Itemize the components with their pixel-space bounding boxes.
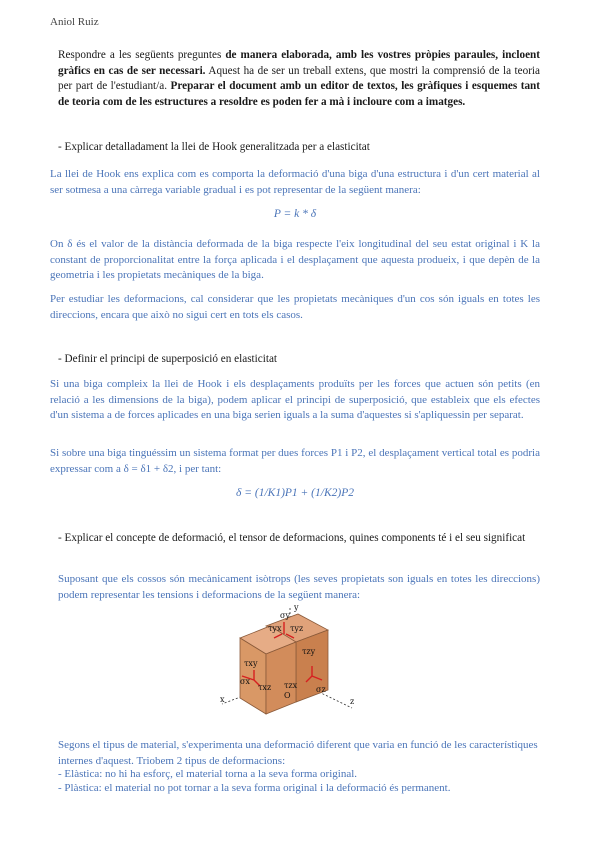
label-tau-zy: τzy [302,647,316,656]
intro-text-1: Respondre a les següents preguntes [58,49,226,61]
label-tau-xy: τxy [244,659,258,668]
answer-1-para-2: On δ és el valor de la distància deformada de la biga respecte l'eix longitudinal del seu estat original i K la constant de proporcionalitat entre la força aplicada i el desplaçament que aquesta produeix, i que depèn de la geometria i les propietats mecàniques de la biga. [50,238,540,281]
label-sigma-x: σx [240,677,250,686]
formula-superposition: δ = (1/K1)P1 + (1/K2)P2 [236,487,354,499]
answer-1-para-1: La llei de Hook ens explica com es comporta la deformació d'una biga d'una estructura i d'un cert material al ser sotmesa a una càrrega variable gradual i es pot representar de la següent manera: [50,168,540,196]
formula-hooke: P = k * δ [273,208,317,220]
cube-front-face [266,642,296,714]
deformation-type-elastic: - Elàstica: no hi ha esforç, el material torna a la seva forma original. [58,768,358,780]
label-origin: O [284,691,291,700]
label-axis-y: y [294,604,299,612]
answer-3-para-2: Segons el tipus de material, s'experimenta una deformació diferent que varia en funció de les característiques internes d'aquest. Triobem 2 tipus de deformacions: [58,739,538,767]
intro-bold-2: Preparar el document amb un editor de textos, les gràfiques i esquemes tant de teoria com de les estructures a resoldre es poden fer a mà i incloure com a imatges. [58,80,540,108]
intro-text-2: Aquest ha de ser un treball extens, que mostri la comprensió de la teoria per part de l'estudiant/a. [58,64,541,92]
intro-bold-1: de manera elaborada, amb les vostres pròpies paraules, incloent gràfics en cas de ser necessari. [58,49,541,77]
answer-2-para-1: Si una biga compleix la llei de Hook i els desplaçaments produïts per les forces que actuen són petits (en relació a les dimensions de la biga), podem aplicar el principi de superposició, que estableix que els efectes d'un sistema a de forces aplicades en una biga serien iguals a la suma d'aquestes si s'apliquessin per separat. [50,378,540,421]
label-tau-zx: τzx [284,681,298,690]
label-axis-x: x [220,695,225,704]
label-sigma-z: σz [316,685,326,694]
label-tau-xz: τxz [258,683,272,692]
label-tau-yz: τyz [290,624,304,633]
deformation-type-plastic: - Plàstica: el material no pot tornar a la seva forma original i la deformació és permanent. [58,782,451,794]
question-2: - Definir el principi de superposició en elasticitat [58,353,278,365]
answer-3-para-1: Suposant que els cossos són mecànicament isòtrops (les seves propietats son iguals en totes les direccions) podem representar les tensions i deformacions de la següent manera: [58,573,540,601]
label-tau-yx: τyx [268,624,282,633]
label-axis-z: z [350,697,355,706]
label-sigma-y: σy [280,611,290,620]
stress-cube-diagram [218,604,358,716]
answer-2-para-2: Si sobre una biga tinguéssim un sistema format per dues forces P1 i P2, el desplaçament vertical total es podria expressar com a δ = δ1 + δ2, i per tant: [50,447,540,475]
intro-paragraph [58,48,540,110]
question-1: - Explicar detalladament la llei de Hook generalitzada per a elasticitat [58,141,370,153]
question-3: - Explicar el concepte de deformació, el tensor de deformacions, quines components té i el seu significat [58,532,526,544]
answer-1-para-3: Per estudiar les deformacions, cal considerar que les propietats mecàniques d'un cos són iguals en totes les direccions, encara que això no sigui cert en tots els casos. [50,293,540,321]
author-name: Aniol Ruiz [50,16,99,28]
